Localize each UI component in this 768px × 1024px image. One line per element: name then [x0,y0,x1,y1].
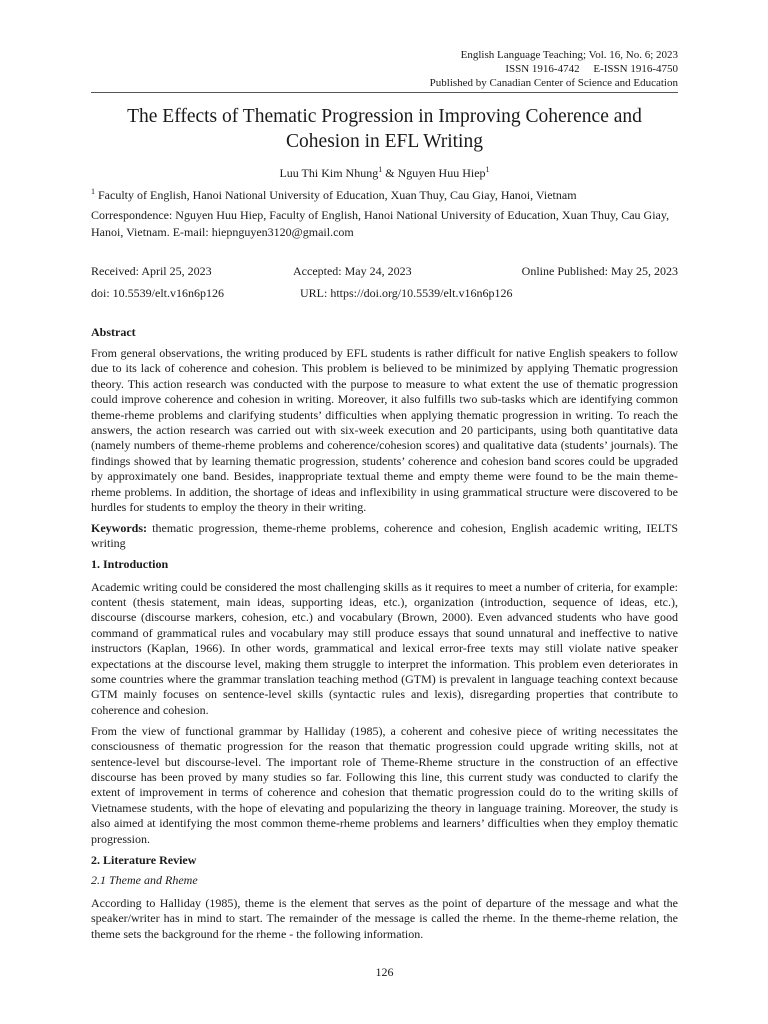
literature-review-heading: 2. Literature Review [91,852,197,867]
accepted-date: Accepted: May 24, 2023 [293,264,412,278]
keywords-label: Keywords: [91,520,147,535]
author-1-affil-mark: 1 [378,165,383,174]
title-line-1: The Effects of Thematic Progression in Improving Coherence and [127,106,642,127]
author-list [91,166,678,181]
author-2: Nguyen Huu Hiep [397,166,486,180]
author-2-affil-mark: 1 [485,165,490,174]
author-1: Luu Thi Kim Nhung [279,166,379,180]
received-date: Received: April 25, 2023 [91,264,212,278]
author-separator: & [382,166,398,180]
abstract-heading: Abstract [91,325,136,339]
affiliation-mark: 1 [91,187,95,196]
introduction-paragraph-1: Academic writing could be considered the most challenging skills as it requires to meet a number of criteria, for example: content (thesis statement, main ideas, supporting ideas, etc.), organization (introduction, sequence of ideas, etc.), discourse (discourse markers, cohesion, etc.) and vocabulary (Brown, 2000). Even advanced students who have good command of grammatical rules and vocabulary may still produce essays that sound unnatural and ineffective to native instructors (Kaplan, 1966). In other words, grammatical and lexical error-free texts may still violate native speaker expectations at the discourse level, making them struggle to interpret the information. This problem even deteriorates in some countries where the grammar translation teaching method (GTM) is prevalent in language teaching context because GTM mainly focuses on sentence-level skills (syntactic rules and lexis), disregarding properties that contribute to coherence and cohesion. [91,579,678,717]
doi-url-link[interactable]: URL: https://doi.org/10.5539/elt.v16n6p126 [300,286,513,300]
page-number: 126 [375,965,394,979]
paper-body [91,325,678,942]
introduction-heading: 1. Introduction [91,557,169,572]
paper-page [91,0,678,1024]
affiliation-text: Faculty of English, Hanoi National University of Education, Xuan Thuy, Cau Giay, Hanoi, Vietnam [95,188,577,202]
abstract-text: From general observations, the writing produced by EFL students is rather difficult for native English speakers to follow due to its lack of coherence and cohesion. This problem is believed to be minimized by applying Thematic progression theory. This action research was conducted with the purpose to measure to what extent the use of thematic progression could improve coherence and cohesion in writing. Moreover, it also fulfills two sub-tasks which are identifying common theme-rheme problems and clarifying students’ difficulties when applying thematic progression in writing. To reach the answers, the action research was carried out with six-week execution and 20 participants, using both quantitative data (namely numbers of theme-rheme problems and coherence/cohesion scores) and qualitative data (students’ journals). The findings showed that by learning thematic progression, students’ coherence and cohesion band scores could be upgraded by approximately one band. Besides, inappropriate textual theme and empty theme were found to be the main theme-rheme problems. In addition, the shortage of ideas and inflexibility in using grammatical structure were discovered to be hurdles for students to employ the theory in their writing. [91,345,678,514]
title-line-2: Cohesion in EFL Writing [286,131,483,152]
correspondence: Correspondence: Nguyen Huu Hiep, Faculty of English, Hanoi National University of Education, Xuan Thuy, Cau Giay, Hanoi, Vietnam. E-mail: hiepnguyen3120@gmail.com [91,208,670,239]
publisher-line: Published by Canadian Center of Science and Education [429,77,678,89]
issn-line: ISSN 1916-4742 E-ISSN 1916-4750 [505,63,678,75]
paper-title [91,104,678,154]
journal-header [430,48,678,90]
introduction-paragraph-2: From the view of functional grammar by Halliday (1985), a coherent and cohesive piece of writing necessitates the consciousness of thematic progression for the reason that thematic progression could upgrade writing skills, not at sentence-level but discourse-level. The important role of Theme-Rheme structure in the construction of an effective discourse has been proved by many studies so far. Following this line, this current study was conducted to clarify the extent of improvement in terms of coherence and cohesion that thematic progression could do to the writing skills of Vietnamese students, with the hope of elevating and popularizing the theory in language training. Moreover, the study is also aimed at identifying the most common theme-rheme problems and learners’ difficulties when they employ thematic progression. [91,723,678,846]
affiliation [91,188,678,203]
published-date: Online Published: May 25, 2023 [521,264,678,278]
journal-line: English Language Teaching; Vol. 16, No. 6; 2023 [460,49,678,61]
keywords [91,521,678,552]
keywords-text: thematic progression, theme-rheme problems, coherence and cohesion, English academic writing, IELTS writing [91,520,678,551]
theme-rheme-subheading: 2.1 Theme and Rheme [91,873,198,888]
doi-text: doi: 10.5539/elt.v16n6p126 [91,286,224,300]
literature-review-paragraph-1: According to Halliday (1985), theme is the element that serves as the point of departure of the message and what the speaker/writer has in mind to start. The remainder of the message is called the rheme. In the theme-rheme relation, the theme sets the background for the rheme - the following information. [91,895,678,941]
header-divider [91,92,678,93]
